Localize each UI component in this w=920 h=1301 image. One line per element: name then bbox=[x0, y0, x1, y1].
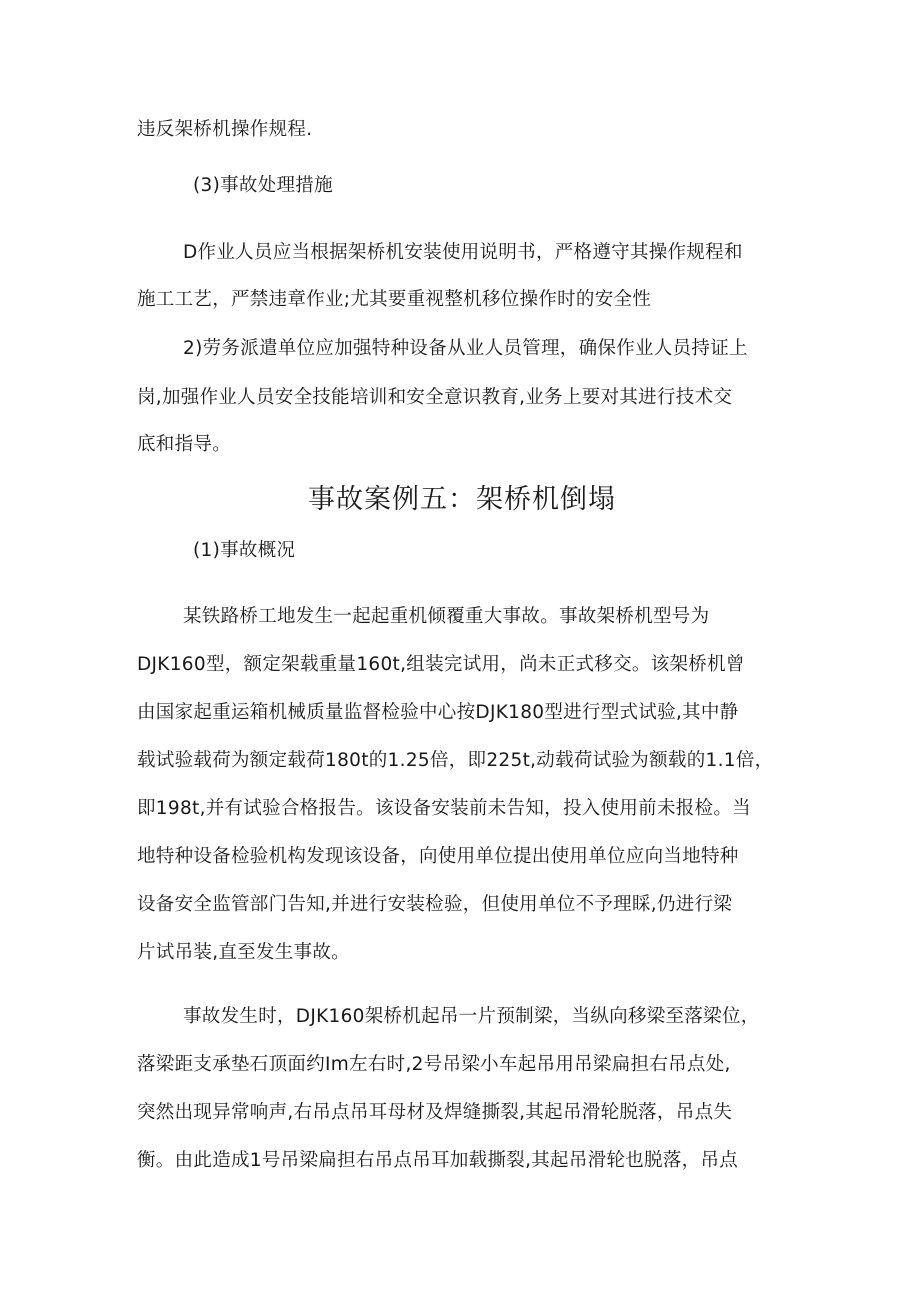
text-line: 底和指导。 bbox=[137, 434, 232, 455]
text-line: 施工工艺，严禁违章作业;尤其要重视整机移位操作时的安全性 bbox=[137, 289, 652, 310]
text-line: 某铁路桥工地发生一起起重机倾覆重大事故。事故架桥机型号为 bbox=[183, 606, 710, 627]
text-line: 片试吊装,直至发生事故。 bbox=[137, 942, 350, 963]
text-line: 即198t,并有试验合格报告。该设备安装前未告知，投入使用前未报检。当 bbox=[137, 798, 751, 819]
text-line: 2)劳务派遣单位应加强特种设备从业人员管理，确保作业人员持证上 bbox=[183, 338, 748, 359]
text-line: 事故发生时，DJK160架桥机起吊一片预制梁，当纵向移梁至落梁位， bbox=[183, 1006, 760, 1027]
subheading-accident-overview: (1)事故概况 bbox=[193, 540, 296, 561]
section-title: 事故案例五：架桥机倒塌 bbox=[308, 484, 616, 515]
text-line: 岗,加强作业人员安全技能培训和安全意识教育,业务上要对其进行技术交 bbox=[137, 387, 733, 408]
text-line: 载试验载荷为额定载荷180t的1.25倍，即225t,动载荷试验为额载的1.1倍， bbox=[137, 750, 774, 771]
text-line: 违反架桥机操作规程. bbox=[137, 119, 313, 140]
text-line: 由国家起重运箱机械质量监督检验中心按DJK180型进行型式试验,其中静 bbox=[137, 702, 739, 723]
text-line: 设备安全监管部门告知,并进行安装检验，但使用单位不予理睬,仍进行梁 bbox=[137, 894, 733, 915]
text-line: DJK160型，额定架载重量160t,组装完试用，尚未正式移交。该架桥机曾 bbox=[137, 654, 745, 675]
subheading-accident-measures: (3)事故处理措施 bbox=[193, 175, 333, 196]
text-line: D作业人员应当根据架桥机安装使用说明书，严格遵守其操作规程和 bbox=[183, 242, 743, 263]
text-line: 突然出现异常响声,右吊点吊耳母材及焊缝撕裂,其起吊滑轮脱落，吊点失 bbox=[137, 1102, 733, 1123]
text-line: 地特种设备检验机构发现该设备，向使用单位提出使用单位应向当地特种 bbox=[137, 846, 739, 867]
text-line: 衡。由此造成1号吊梁扁担右吊点吊耳加载撕裂,其起吊滑轮也脱落，吊点 bbox=[137, 1150, 739, 1171]
text-line: 落梁距支承垫石顶面约Im左右时,2号吊梁小车起吊用吊梁扁担右吊点处, bbox=[137, 1054, 731, 1075]
